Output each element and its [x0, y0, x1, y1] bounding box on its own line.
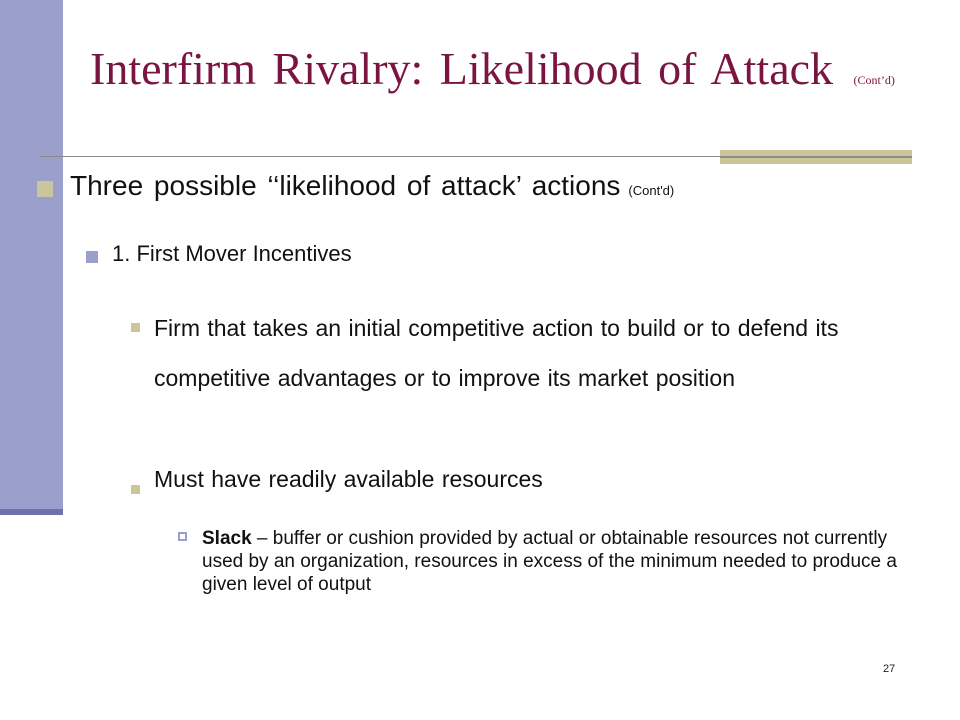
- title-divider-accent-line: [720, 156, 912, 158]
- level3-bullet-icon: [131, 323, 140, 332]
- page-number: 27: [883, 663, 896, 675]
- sidebar-decoration: [0, 0, 63, 513]
- level3-bullet-text-first: Firm that takes an initial competitive action to build or to defend its competitive advantages or to improve its market position: [154, 315, 839, 391]
- level2-bullet-text: 1. First Mover Incentives: [112, 241, 352, 266]
- slide-title: [90, 42, 895, 95]
- level3-bullet-text-second: Must have readily available resources: [154, 466, 543, 492]
- level1-bullet-icon: [37, 181, 53, 197]
- level4-bullet-text: [202, 527, 902, 596]
- sidebar-base-decoration: [0, 509, 63, 515]
- level1-text: Three possible ‘‘likelihood of attack’ actions: [70, 170, 621, 201]
- level3-bullet-icon: [131, 485, 140, 494]
- level1-suffix: (Cont'd): [628, 183, 675, 198]
- slide-title-text: Interfirm Rivalry: Likelihood of Attack: [90, 43, 834, 94]
- level4-bullet-icon: [178, 532, 187, 541]
- level2-bullet-icon: [86, 251, 98, 263]
- slide-title-suffix: (Cont’d): [853, 73, 895, 87]
- slack-definition: – buffer or cushion provided by actual or obtainable resources not currently used by an organization, resources in excess of the minimum needed to produce a given level of output: [202, 528, 897, 595]
- slack-term: Slack: [202, 528, 252, 549]
- level1-bullet-text: [70, 170, 674, 202]
